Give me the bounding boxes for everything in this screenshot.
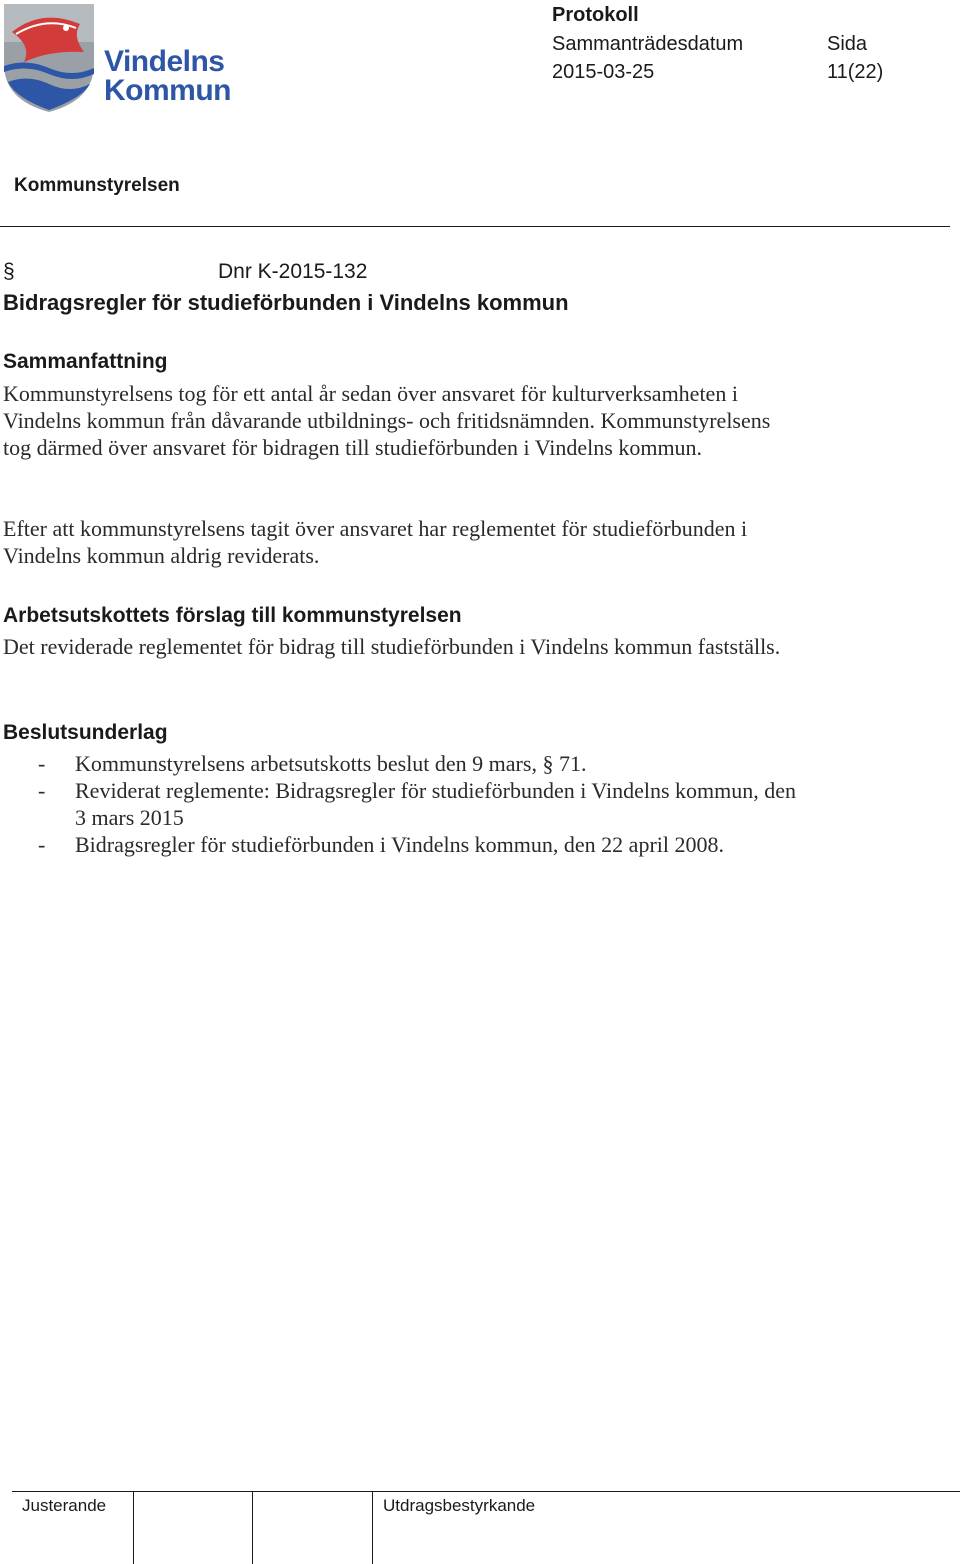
meeting-date-label: Sammanträdesdatum bbox=[552, 33, 744, 55]
logo-name-line1: Vindelns bbox=[104, 45, 225, 78]
page-number: 11(22) bbox=[827, 61, 884, 83]
list-item bbox=[3, 777, 803, 831]
summary-heading: Sammanfattning bbox=[3, 350, 168, 373]
paragraph-symbol: § bbox=[3, 260, 15, 283]
signature-footer bbox=[12, 1491, 960, 1564]
basis-list bbox=[3, 750, 803, 858]
footer-divider bbox=[12, 1491, 960, 1492]
list-item bbox=[3, 831, 803, 858]
meeting-date-value: 2015-03-25 bbox=[552, 61, 655, 83]
registration-number: Dnr K-2015-132 bbox=[218, 260, 368, 283]
municipality-logo bbox=[2, 2, 242, 114]
list-bullet: - bbox=[38, 832, 46, 857]
list-bullet: - bbox=[38, 751, 46, 776]
footer-column-divider bbox=[252, 1491, 253, 1564]
footer-column-divider bbox=[372, 1491, 373, 1564]
proposal-heading: Arbetsutskottets förslag till kommunstyrelsen bbox=[3, 604, 462, 627]
header-divider bbox=[0, 226, 950, 227]
salmon-shield-logo-icon bbox=[2, 2, 98, 114]
item-title: Bidragsregler för studieförbunden i Vindelns kommun bbox=[3, 290, 569, 315]
footer-certifier-label: Utdragsbestyrkande bbox=[383, 1496, 536, 1515]
document-type: Protokoll bbox=[552, 4, 639, 26]
page-label: Sida bbox=[827, 33, 868, 55]
proposal-paragraph: Det reviderade reglementet för bidrag till studieförbunden i Vindelns kommun fastställs. bbox=[3, 634, 781, 659]
footer-adjuster-label: Justerande bbox=[22, 1496, 107, 1515]
list-item-text: Bidragsregler för studieförbunden i Vindelns kommun, den 22 april 2008. bbox=[75, 832, 724, 857]
body-name: Kommunstyrelsen bbox=[14, 175, 180, 196]
basis-heading: Beslutsunderlag bbox=[3, 721, 168, 744]
summary-paragraph-1: Kommunstyrelsens tog för ett antal år sedan över ansvaret för kulturverksamheten i Vindelns kommun från dåvarande utbildnings- och fritidsnämnden. Kommunstyrelsens tog därmed över ansvaret för bidragen till studieförbunden i Vindelns kommun. bbox=[3, 381, 771, 460]
list-item-text: Reviderat reglemente: Bidragsregler för studieförbunden i Vindelns kommun, den 3 mars 2015 bbox=[75, 778, 797, 830]
list-item bbox=[3, 750, 803, 777]
footer-column-divider bbox=[133, 1491, 134, 1564]
summary-paragraph-2: Efter att kommunstyrelsens tagit över ansvaret har reglementet för studieförbunden i Vindelns kommun aldrig reviderats. bbox=[3, 516, 748, 568]
logo-name-line2: Kommun bbox=[104, 74, 231, 107]
list-bullet: - bbox=[38, 778, 46, 803]
list-item-text: Kommunstyrelsens arbetsutskotts beslut den 9 mars, § 71. bbox=[75, 751, 587, 776]
